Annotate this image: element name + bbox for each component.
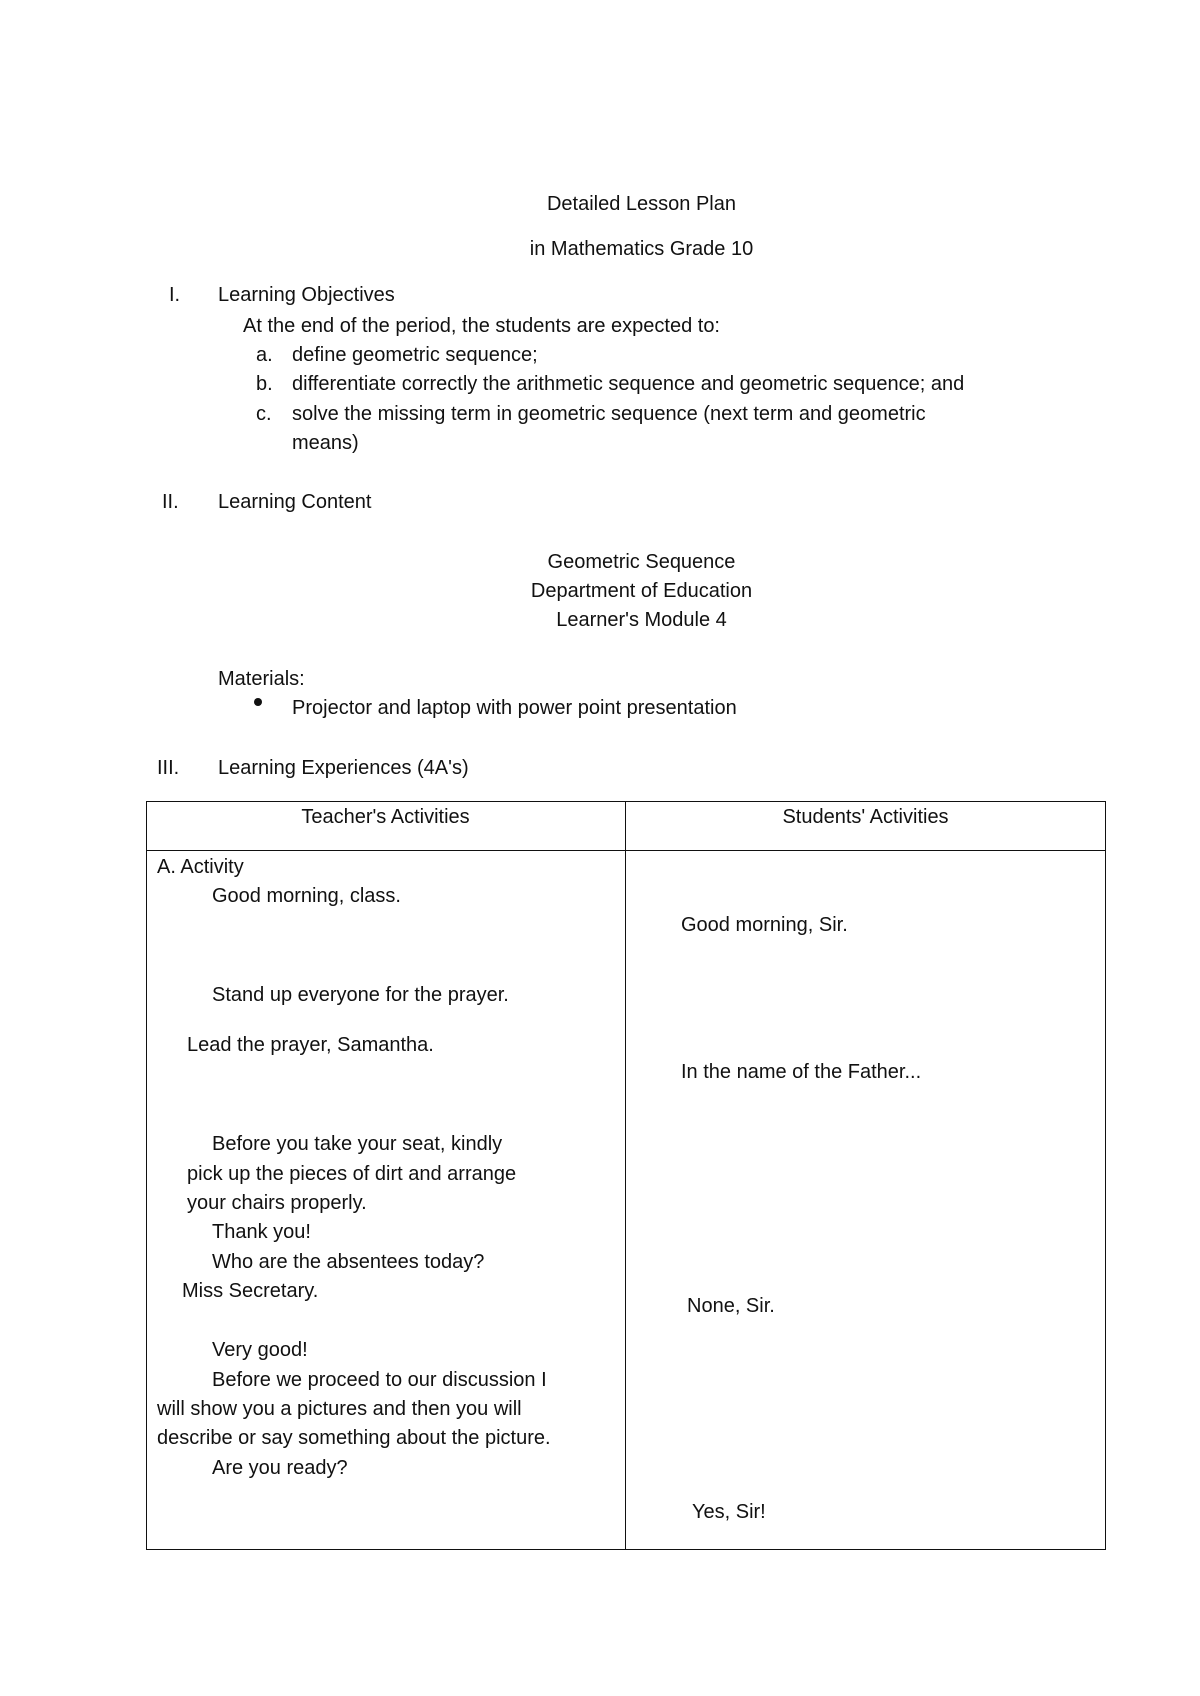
content-module: Learner's Module 4 [556,609,727,631]
objective-marker: b. [256,373,273,395]
bullet-icon [254,698,262,706]
content-topic: Geometric Sequence [547,551,736,573]
student-line: In the name of the Father... [681,1061,922,1083]
objectives-intro: At the end of the period, the students are expected to: [243,315,720,337]
teacher-line: Thank you! [212,1221,311,1243]
objective-marker: a. [256,344,273,366]
objective-item: define geometric sequence; [292,344,538,366]
objective-marker: c. [256,403,272,425]
teacher-line: Good morning, class. [212,885,401,907]
teacher-line: Are you ready? [212,1457,348,1479]
section-2-numeral: II. [162,491,179,513]
materials-label: Materials: [218,668,305,690]
student-line: Yes, Sir! [692,1501,766,1523]
teacher-line: A. Activity [157,856,244,878]
objective-item-continuation: means) [292,432,359,454]
materials-item: Projector and laptop with power point presentation [292,697,737,719]
teacher-line: will show you a pictures and then you will [157,1398,522,1420]
objective-item: differentiate correctly the arithmetic sequence and geometric sequence; and [292,373,965,395]
table-column-divider [625,801,626,1550]
student-line: None, Sir. [687,1295,775,1317]
document-title: Detailed Lesson Plan [546,193,736,215]
teacher-line: Before you take your seat, kindly [212,1133,503,1155]
teacher-line: Who are the absentees today? [212,1251,485,1273]
section-2-heading: Learning Content [218,491,372,513]
student-line: Good morning, Sir. [681,914,848,936]
objective-item: solve the missing term in geometric sequence (next term and geometric [292,403,926,425]
table-header-students: Students' Activities [782,806,949,828]
section-3-numeral: III. [157,757,180,779]
teacher-line: Miss Secretary. [182,1280,319,1302]
content-source: Department of Education [530,580,753,602]
teacher-line: pick up the pieces of dirt and arrange [187,1163,517,1185]
document-subtitle: in Mathematics Grade 10 [529,238,754,260]
section-1-heading: Learning Objectives [218,284,395,306]
teacher-line: Before we proceed to our discussion I [212,1369,547,1391]
section-1-numeral: I. [169,284,181,306]
section-3-heading: Learning Experiences (4A's) [218,757,469,779]
teacher-line: Stand up everyone for the prayer. [212,984,509,1006]
teacher-line: describe or say something about the picture. [157,1427,551,1449]
table-header-teacher: Teacher's Activities [301,806,470,828]
table-header-divider [146,850,1106,851]
teacher-line: your chairs properly. [187,1192,367,1214]
teacher-line: Very good! [212,1339,308,1361]
teacher-line: Lead the prayer, Samantha. [187,1034,434,1056]
